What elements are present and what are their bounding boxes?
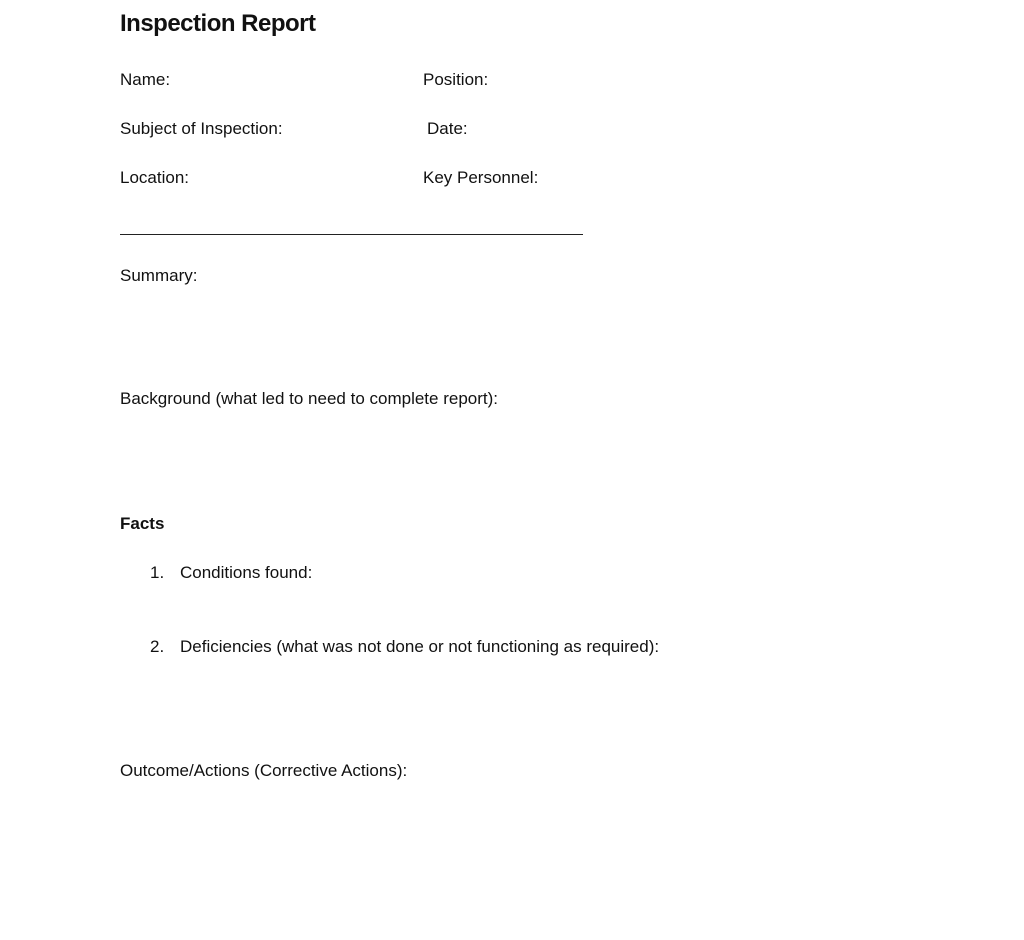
page-title: Inspection Report <box>120 10 316 37</box>
facts-heading: Facts <box>120 514 165 533</box>
date-field-label: Date: <box>427 119 468 138</box>
list-item-number: 2. <box>150 637 165 656</box>
list-item-number: 1. <box>150 563 165 582</box>
position-field-label: Position: <box>423 70 489 89</box>
list-item <box>150 637 659 657</box>
location-field-label: Location: <box>120 168 189 187</box>
name-field-label: Name: <box>120 70 171 89</box>
background-heading: Background (what led to need to complete report): <box>120 389 498 408</box>
subject-field-label: Subject of Inspection: <box>120 119 283 138</box>
outcome-heading: Outcome/Actions (Corrective Actions): <box>120 761 408 780</box>
deficiencies-label: Deficiencies (what was not done or not functioning as required): <box>180 637 660 656</box>
separator-line <box>120 234 583 235</box>
key-personnel-field-label: Key Personnel: <box>423 168 539 187</box>
conditions-found-label: Conditions found: <box>180 563 313 582</box>
list-item <box>150 563 312 583</box>
summary-heading: Summary: <box>120 266 198 285</box>
